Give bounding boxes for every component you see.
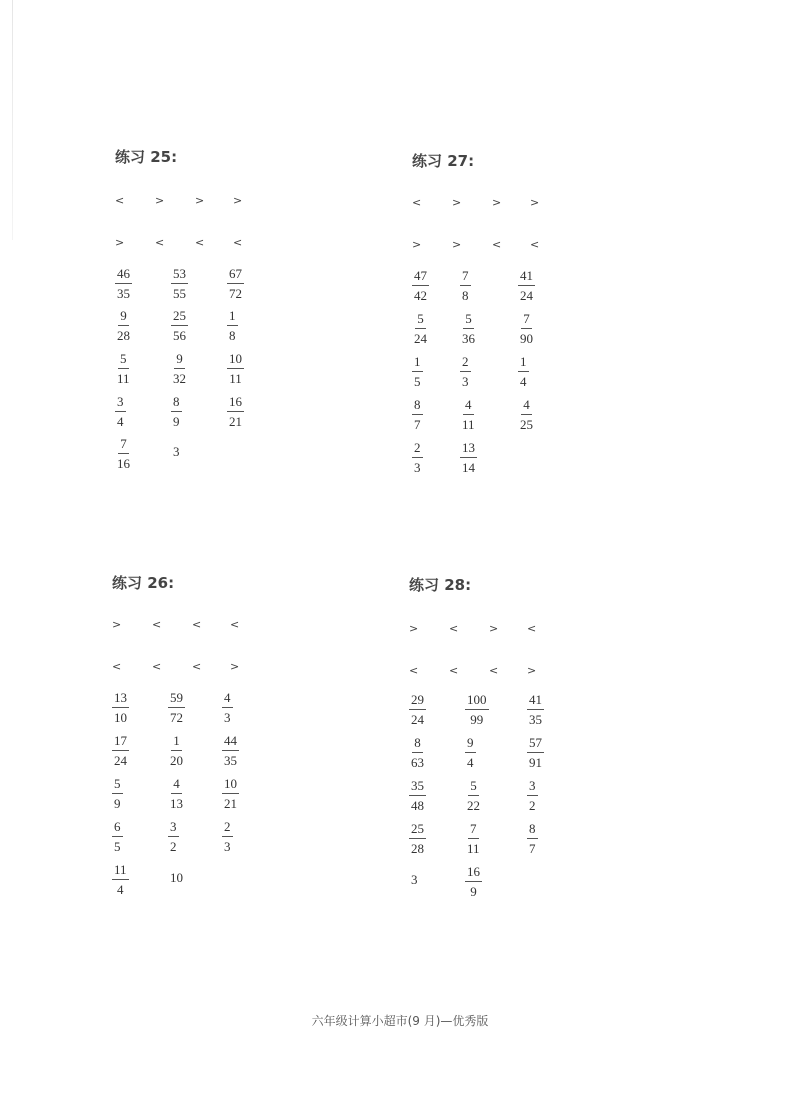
answer-fraction (171, 308, 188, 343)
fraction-denominator: 24 (414, 331, 427, 346)
answer-fraction (518, 354, 529, 389)
fraction-numerator: 53 (171, 266, 188, 284)
comparison-symbol: < (230, 618, 240, 631)
fraction-numerator: 4 (222, 690, 233, 708)
comparison-symbol: > (452, 196, 462, 209)
comparison-symbol: < (527, 622, 537, 635)
fraction-numerator: 46 (115, 266, 132, 284)
fraction-numerator: 16 (465, 864, 482, 882)
fraction-numerator: 5 (118, 351, 129, 369)
fraction-denominator: 8 (462, 288, 469, 303)
fraction-numerator: 13 (112, 690, 129, 708)
fraction-denominator: 11 (467, 841, 480, 856)
answer-fraction (168, 776, 185, 811)
fraction-numerator: 1 (171, 733, 182, 751)
answer-fraction (115, 308, 132, 343)
answer-fraction (222, 776, 239, 811)
fraction-numerator: 10 (222, 776, 239, 794)
comparison-symbol: > (230, 660, 240, 673)
answer-whole-number: 10 (170, 870, 183, 885)
comparison-symbol: < (449, 622, 459, 635)
exercise-title: 练习 28: (409, 576, 472, 594)
fraction-denominator: 35 (529, 712, 542, 727)
fraction-numerator: 25 (171, 308, 188, 326)
comparison-symbol: < (412, 196, 422, 209)
answer-fraction (527, 778, 538, 813)
comparison-symbol: < (492, 238, 502, 251)
fraction-denominator: 2 (170, 839, 177, 854)
answer-fraction (412, 440, 423, 475)
fraction-denominator: 4 (117, 882, 124, 897)
comparison-symbol: > (409, 622, 419, 635)
fraction-numerator: 41 (527, 692, 544, 710)
fraction-numerator: 3 (168, 819, 179, 837)
comparison-symbol: < (409, 664, 419, 677)
fraction-numerator: 2 (412, 440, 423, 458)
comparison-symbol: > (492, 196, 502, 209)
comparison-symbol: > (412, 238, 422, 251)
fraction-numerator: 5 (415, 311, 426, 329)
answer-fraction (171, 266, 188, 301)
comparison-symbol: < (192, 660, 202, 673)
comparison-symbol: < (112, 660, 122, 673)
answer-fraction (227, 351, 244, 386)
fraction-denominator: 21 (224, 796, 237, 811)
fraction-denominator: 55 (173, 286, 186, 301)
fraction-numerator: 2 (222, 819, 233, 837)
fraction-denominator: 24 (520, 288, 533, 303)
fraction-denominator: 63 (411, 755, 424, 770)
answer-fraction (222, 819, 233, 854)
answer-fraction (112, 776, 123, 811)
fraction-denominator: 3 (462, 374, 469, 389)
answer-fraction (412, 397, 423, 432)
fraction-denominator: 2 (529, 798, 536, 813)
comparison-symbol: > (155, 194, 165, 207)
fraction-numerator: 100 (465, 692, 489, 710)
fraction-numerator: 13 (460, 440, 477, 458)
fraction-denominator: 24 (411, 712, 424, 727)
fraction-numerator: 7 (468, 821, 479, 839)
answer-fraction (112, 733, 129, 768)
fraction-denominator: 9 (470, 884, 477, 899)
fraction-denominator: 10 (114, 710, 127, 725)
fraction-numerator: 8 (171, 394, 182, 412)
fraction-denominator: 4 (467, 755, 474, 770)
fraction-denominator: 11 (117, 371, 130, 386)
fraction-denominator: 5 (414, 374, 421, 389)
answer-fraction (171, 394, 182, 429)
fraction-denominator: 21 (229, 414, 242, 429)
comparison-symbol: < (115, 194, 125, 207)
comparison-symbol: > (112, 618, 122, 631)
fraction-denominator: 11 (229, 371, 242, 386)
answer-fraction (112, 819, 123, 854)
fraction-numerator: 10 (227, 351, 244, 369)
answer-fraction (227, 308, 238, 343)
fraction-denominator: 35 (224, 753, 237, 768)
fraction-numerator: 1 (227, 308, 238, 326)
comparison-symbol: < (192, 618, 202, 631)
fraction-denominator: 9 (114, 796, 121, 811)
comparison-symbol: < (195, 236, 205, 249)
answer-fraction (465, 692, 489, 727)
fraction-numerator: 4 (521, 397, 532, 415)
fraction-numerator: 3 (115, 394, 126, 412)
answer-fraction (518, 397, 535, 432)
fraction-denominator: 22 (467, 798, 480, 813)
answer-fraction (465, 821, 482, 856)
fraction-numerator: 35 (409, 778, 426, 796)
answer-fraction (460, 354, 471, 389)
comparison-symbol: > (452, 238, 462, 251)
fraction-numerator: 59 (168, 690, 185, 708)
fraction-numerator: 3 (527, 778, 538, 796)
fraction-denominator: 13 (170, 796, 183, 811)
fraction-numerator: 2 (460, 354, 471, 372)
fraction-denominator: 28 (117, 328, 130, 343)
answer-fraction (460, 268, 471, 303)
fraction-numerator: 6 (112, 819, 123, 837)
fraction-numerator: 1 (412, 354, 423, 372)
comparison-symbol: > (115, 236, 125, 249)
answer-fraction (465, 864, 482, 899)
answer-fraction (409, 778, 426, 813)
fraction-denominator: 42 (414, 288, 427, 303)
fraction-denominator: 56 (173, 328, 186, 343)
fraction-numerator: 47 (412, 268, 429, 286)
comparison-symbol: > (489, 622, 499, 635)
answer-fraction (222, 733, 239, 768)
fraction-denominator: 25 (520, 417, 533, 432)
fraction-denominator: 20 (170, 753, 183, 768)
answer-fraction (115, 394, 126, 429)
answer-fraction (527, 735, 544, 770)
comparison-symbol: > (195, 194, 205, 207)
fraction-denominator: 3 (414, 460, 421, 475)
fraction-numerator: 9 (174, 351, 185, 369)
fraction-numerator: 11 (112, 862, 129, 880)
fraction-numerator: 25 (409, 821, 426, 839)
fraction-numerator: 16 (227, 394, 244, 412)
answer-fraction (527, 692, 544, 727)
comparison-symbol: > (527, 664, 537, 677)
answer-fraction (171, 351, 188, 386)
comparison-symbol: < (489, 664, 499, 677)
fraction-numerator: 41 (518, 268, 535, 286)
fraction-numerator: 8 (527, 821, 538, 839)
fraction-numerator: 4 (171, 776, 182, 794)
fraction-denominator: 35 (117, 286, 130, 301)
answer-fraction (115, 351, 132, 386)
exercise-title: 练习 26: (112, 574, 175, 592)
answer-fraction (409, 692, 426, 727)
fraction-numerator: 7 (460, 268, 471, 286)
fraction-denominator: 4 (117, 414, 124, 429)
fraction-numerator: 5 (463, 311, 474, 329)
fraction-numerator: 8 (412, 397, 423, 415)
answer-whole-number: 3 (173, 444, 180, 459)
answer-fraction (460, 397, 477, 432)
fraction-denominator: 5 (114, 839, 121, 854)
fraction-numerator: 44 (222, 733, 239, 751)
answer-fraction (115, 436, 132, 471)
fraction-numerator: 7 (118, 436, 129, 454)
fraction-numerator: 8 (412, 735, 423, 753)
answer-fraction (465, 778, 482, 813)
fraction-numerator: 5 (468, 778, 479, 796)
fraction-denominator: 7 (414, 417, 421, 432)
answer-fraction (412, 354, 423, 389)
answer-fraction (115, 266, 132, 301)
page-footer: 六年级计算小超市(9 月)—优秀版 (311, 1014, 489, 1028)
fraction-numerator: 1 (518, 354, 529, 372)
fraction-numerator: 5 (112, 776, 123, 794)
answer-whole-number: 3 (411, 872, 418, 887)
fraction-numerator: 67 (227, 266, 244, 284)
answer-fraction (168, 733, 185, 768)
exercise-title: 练习 27: (412, 152, 475, 170)
comparison-symbol: < (155, 236, 165, 249)
fraction-denominator: 24 (114, 753, 127, 768)
fraction-denominator: 28 (411, 841, 424, 856)
fraction-denominator: 91 (529, 755, 542, 770)
fraction-denominator: 3 (224, 839, 231, 854)
fraction-denominator: 32 (173, 371, 186, 386)
comparison-symbol: < (233, 236, 243, 249)
answer-fraction (465, 735, 476, 770)
answer-fraction (168, 690, 185, 725)
answer-fraction (412, 268, 429, 303)
answer-fraction (168, 819, 179, 854)
fraction-denominator: 90 (520, 331, 533, 346)
fraction-denominator: 3 (224, 710, 231, 725)
fraction-numerator: 17 (112, 733, 129, 751)
fraction-denominator: 99 (470, 712, 484, 727)
fraction-denominator: 8 (229, 328, 236, 343)
fraction-numerator: 57 (527, 735, 544, 753)
answer-fraction (222, 690, 233, 725)
answer-fraction (409, 821, 426, 856)
answer-fraction (412, 311, 429, 346)
scan-edge-line (12, 0, 13, 240)
answer-fraction (518, 311, 535, 346)
exercise-title: 练习 25: (115, 148, 178, 166)
answer-fraction (409, 735, 426, 770)
answer-fraction (460, 311, 477, 346)
fraction-denominator: 48 (411, 798, 424, 813)
fraction-denominator: 72 (229, 286, 242, 301)
fraction-numerator: 9 (465, 735, 476, 753)
fraction-denominator: 11 (462, 417, 475, 432)
answer-fraction (227, 394, 244, 429)
comparison-symbol: < (152, 618, 162, 631)
comparison-symbol: < (449, 664, 459, 677)
fraction-numerator: 9 (118, 308, 129, 326)
answer-fraction (112, 690, 129, 725)
fraction-denominator: 72 (170, 710, 183, 725)
fraction-numerator: 7 (521, 311, 532, 329)
answer-fraction (527, 821, 538, 856)
comparison-symbol: < (152, 660, 162, 673)
comparison-symbol: > (530, 196, 540, 209)
comparison-symbol: > (233, 194, 243, 207)
answer-fraction (227, 266, 244, 301)
answer-fraction (460, 440, 477, 475)
fraction-denominator: 9 (173, 414, 180, 429)
fraction-numerator: 29 (409, 692, 426, 710)
fraction-denominator: 36 (462, 331, 475, 346)
fraction-denominator: 16 (117, 456, 130, 471)
fraction-denominator: 7 (529, 841, 536, 856)
fraction-numerator: 4 (463, 397, 474, 415)
fraction-denominator: 4 (520, 374, 527, 389)
answer-fraction (112, 862, 129, 897)
comparison-symbol: < (530, 238, 540, 251)
fraction-denominator: 14 (462, 460, 475, 475)
answer-fraction (518, 268, 535, 303)
